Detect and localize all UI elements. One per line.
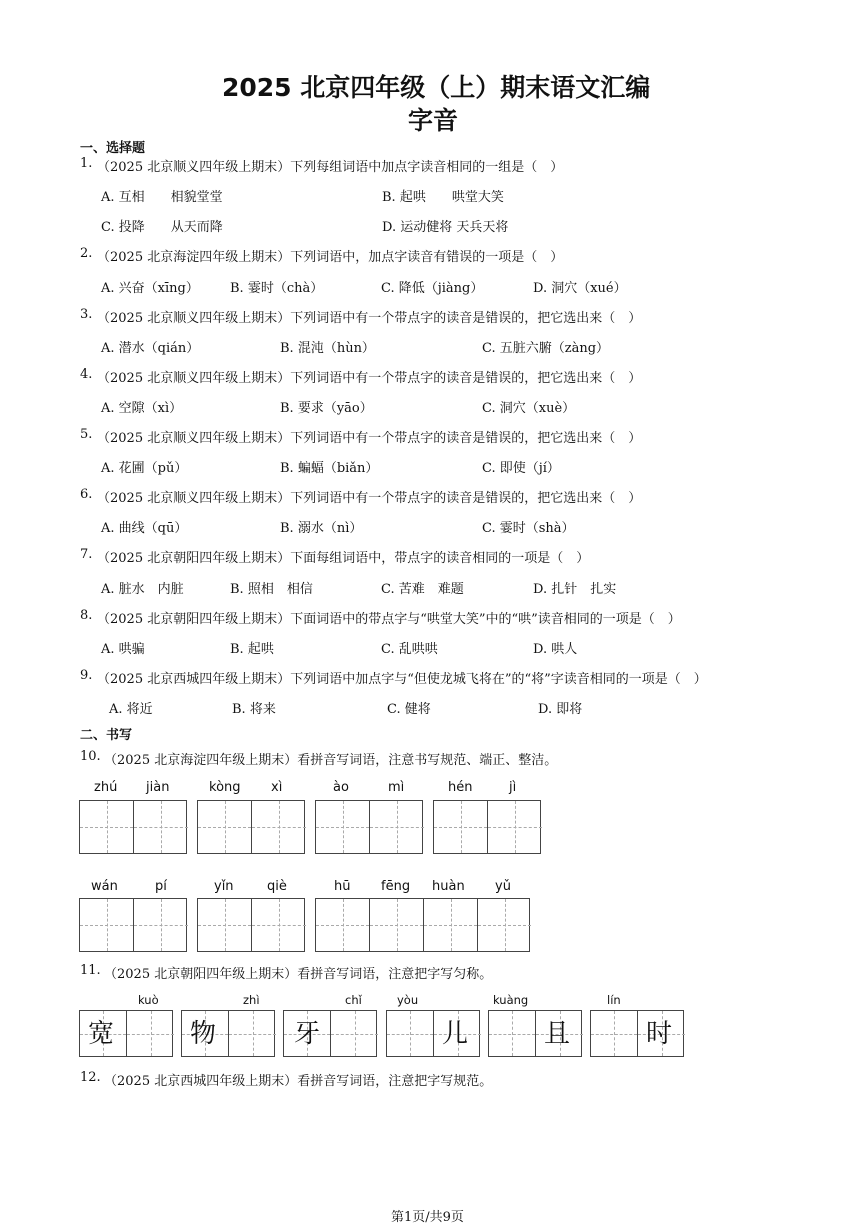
writing-grid[interactable] bbox=[315, 898, 530, 952]
pinyin-label: zhú bbox=[94, 780, 118, 795]
pinyin-label: mì bbox=[388, 780, 405, 795]
writing-cell[interactable] bbox=[134, 801, 188, 853]
pinyin-label: kuò bbox=[138, 993, 159, 1007]
given-character: 儿 bbox=[442, 1019, 469, 1049]
option-c[interactable]: C. 乱哄哄 bbox=[381, 642, 438, 657]
writing-cell[interactable] bbox=[370, 801, 424, 853]
pinyin-label: jiàn bbox=[146, 780, 170, 795]
writing-cell[interactable] bbox=[252, 801, 306, 853]
writing-grid[interactable] bbox=[79, 1010, 173, 1057]
option-a[interactable]: A. 互相 相貌堂堂 bbox=[101, 190, 223, 205]
pinyin-label: hén bbox=[448, 780, 473, 795]
writing-cell[interactable] bbox=[127, 1011, 174, 1056]
given-character: 牙 bbox=[294, 1019, 321, 1049]
question-number: 12. bbox=[80, 1070, 101, 1085]
page-subtitle: 字音 bbox=[408, 106, 459, 135]
writing-grid[interactable] bbox=[488, 1010, 582, 1057]
given-character: 且 bbox=[544, 1019, 571, 1049]
writing-grid[interactable] bbox=[79, 898, 187, 952]
option-a[interactable]: A. 将近 bbox=[109, 702, 153, 717]
option-a[interactable]: A. 脏水 内脏 bbox=[101, 582, 184, 597]
question-number: 9. bbox=[80, 668, 93, 683]
question-text: （2025 北京朝阳四年级上期末）看拼音写词语，注意把字写匀称。 bbox=[104, 967, 493, 982]
writing-cell[interactable] bbox=[434, 801, 488, 853]
section-heading-choice: 一、选择题 bbox=[80, 141, 146, 156]
question-number: 3. bbox=[80, 307, 93, 322]
option-c[interactable]: C. 洞穴（xuè） bbox=[482, 401, 576, 416]
writing-grid[interactable] bbox=[315, 800, 423, 854]
pinyin-label: huàn bbox=[432, 879, 465, 894]
given-character: 时 bbox=[646, 1019, 673, 1049]
question-text: （2025 北京顺义四年级上期末）下列词语中有一个带点字的读音是错误的，把它选出来（ ） bbox=[97, 311, 642, 326]
writing-cell bbox=[638, 1011, 685, 1056]
question-number: 5. bbox=[80, 427, 93, 442]
writing-cell[interactable] bbox=[316, 801, 370, 853]
pinyin-label: fēng bbox=[381, 879, 411, 894]
question-text: （2025 北京朝阳四年级上期末）下面词语中的带点字与“哄堂大笑”中的“哄”读音相同的一项是（ ） bbox=[97, 612, 681, 627]
writing-cell bbox=[284, 1011, 331, 1056]
question-number: 7. bbox=[80, 547, 93, 562]
writing-cell[interactable] bbox=[198, 801, 252, 853]
writing-cell[interactable] bbox=[387, 1011, 434, 1056]
option-b[interactable]: B. 照相 相信 bbox=[230, 582, 313, 597]
option-b[interactable]: B. 起哄 bbox=[230, 642, 274, 657]
writing-grid[interactable] bbox=[197, 898, 305, 952]
option-a[interactable]: A. 空隙（xì） bbox=[101, 401, 183, 416]
question-number: 11. bbox=[80, 963, 101, 978]
option-b[interactable]: B. 要求（yāo） bbox=[280, 401, 373, 416]
question-number: 4. bbox=[80, 367, 93, 382]
question-text: （2025 北京顺义四年级上期末）下列词语中有一个带点字的读音是错误的，把它选出来（ ） bbox=[97, 431, 642, 446]
writing-grid[interactable] bbox=[590, 1010, 684, 1057]
writing-grid[interactable] bbox=[181, 1010, 275, 1057]
writing-cell bbox=[434, 1011, 481, 1056]
option-a[interactable]: A. 潜水（qián） bbox=[101, 341, 200, 356]
question-number: 2. bbox=[80, 246, 93, 261]
pinyin-label: qiè bbox=[267, 879, 287, 894]
pinyin-label: yòu bbox=[397, 993, 419, 1007]
writing-cell[interactable] bbox=[316, 899, 370, 951]
writing-cell[interactable] bbox=[80, 801, 134, 853]
option-b[interactable]: B. 混沌（hùn） bbox=[280, 341, 375, 356]
pinyin-label: hū bbox=[334, 879, 351, 894]
writing-grid[interactable] bbox=[283, 1010, 377, 1057]
given-character: 宽 bbox=[88, 1019, 115, 1049]
option-b[interactable]: B. 蝙蝠（biǎn） bbox=[280, 461, 379, 476]
option-a[interactable]: A. 花圃（pǔ） bbox=[101, 461, 188, 476]
writing-cell[interactable] bbox=[478, 899, 531, 951]
question-text: （2025 北京顺义四年级上期末）下列词语中有一个带点字的读音是错误的，把它选出来（ ） bbox=[97, 491, 642, 506]
option-c[interactable]: C. 投降 从天而降 bbox=[101, 220, 223, 235]
option-c[interactable]: C. 即使（jí） bbox=[482, 461, 560, 476]
question-text: （2025 北京顺义四年级上期末）下列每组词语中加点字读音相同的一组是（ ） bbox=[97, 160, 564, 175]
option-d[interactable]: D. 扎针 扎实 bbox=[533, 582, 617, 597]
section-heading-writing: 二、书写 bbox=[80, 728, 133, 743]
option-b[interactable]: B. 霎时（chà） bbox=[230, 281, 324, 296]
question-text: （2025 北京海淀四年级上期末）看拼音写词语，注意书写规范、端正、整洁。 bbox=[104, 753, 558, 768]
option-d[interactable]: D. 运动健将 天兵天将 bbox=[382, 220, 509, 235]
writing-grid[interactable] bbox=[79, 800, 187, 854]
given-character: 物 bbox=[190, 1019, 217, 1049]
writing-cell[interactable] bbox=[591, 1011, 638, 1056]
writing-cell bbox=[182, 1011, 229, 1056]
writing-cell[interactable] bbox=[488, 801, 542, 853]
option-c[interactable]: C. 苦难 难题 bbox=[381, 582, 464, 597]
option-d[interactable]: D. 即将 bbox=[538, 702, 583, 717]
option-c[interactable]: C. 五脏六腑（zàng） bbox=[482, 341, 610, 356]
option-a[interactable]: A. 曲线（qū） bbox=[101, 521, 188, 536]
question-text: （2025 北京朝阳四年级上期末）下面每组词语中，带点字的读音相同的一项是（ ） bbox=[97, 551, 590, 566]
option-b[interactable]: B. 起哄 哄堂大笑 bbox=[382, 190, 504, 205]
page-footer: 第1页/共9页 bbox=[391, 1210, 464, 1225]
writing-cell[interactable] bbox=[489, 1011, 536, 1056]
pinyin-label: zhì bbox=[243, 993, 260, 1007]
pinyin-label: xì bbox=[271, 780, 283, 795]
writing-cell[interactable] bbox=[229, 1011, 276, 1056]
question-number: 10. bbox=[80, 749, 101, 764]
option-b[interactable]: B. 溺水（nì） bbox=[280, 521, 363, 536]
writing-cell[interactable] bbox=[424, 899, 478, 951]
pinyin-label: pí bbox=[155, 879, 167, 894]
pinyin-label: kuàng bbox=[493, 993, 529, 1007]
option-c[interactable]: C. 降低（jiàng） bbox=[381, 281, 484, 296]
question-text: （2025 北京西城四年级上期末）看拼音写词语，注意把字写规范。 bbox=[104, 1074, 493, 1089]
question-number: 6. bbox=[80, 487, 93, 502]
question-text: （2025 北京海淀四年级上期末）下列词语中，加点字读音有错误的一项是（ ） bbox=[97, 250, 564, 265]
pinyin-label: jì bbox=[509, 780, 517, 795]
question-number: 8. bbox=[80, 608, 93, 623]
pinyin-label: kòng bbox=[209, 780, 241, 795]
option-c[interactable]: C. 健将 bbox=[387, 702, 431, 717]
pinyin-label: yǔ bbox=[495, 879, 511, 894]
pinyin-label: yǐn bbox=[214, 879, 234, 894]
option-a[interactable]: A. 兴奋（xīng） bbox=[101, 281, 199, 296]
option-d[interactable]: D. 哄人 bbox=[533, 642, 578, 657]
writing-grid[interactable] bbox=[386, 1010, 480, 1057]
pinyin-label: chǐ bbox=[345, 993, 362, 1007]
pinyin-label: ào bbox=[333, 780, 349, 795]
writing-cell[interactable] bbox=[331, 1011, 378, 1056]
writing-cell[interactable] bbox=[80, 899, 134, 951]
pinyin-label: wán bbox=[91, 879, 118, 894]
option-c[interactable]: C. 霎时（shà） bbox=[482, 521, 575, 536]
pinyin-label: lín bbox=[607, 993, 621, 1007]
option-a[interactable]: A. 哄骗 bbox=[101, 642, 145, 657]
writing-cell bbox=[80, 1011, 127, 1056]
question-text: （2025 北京西城四年级上期末）下列词语中加点字与“但使龙城飞将在”的“将”字读音相同的一项是（ ） bbox=[97, 672, 707, 687]
question-text: （2025 北京顺义四年级上期末）下列词语中有一个带点字的读音是错误的，把它选出来（ ） bbox=[97, 371, 642, 386]
writing-cell bbox=[536, 1011, 583, 1056]
writing-cell[interactable] bbox=[198, 899, 252, 951]
writing-grid[interactable] bbox=[433, 800, 541, 854]
writing-cell[interactable] bbox=[134, 899, 188, 951]
writing-grid[interactable] bbox=[197, 800, 305, 854]
page-title: 2025 北京四年级（上）期末语文汇编 bbox=[222, 73, 651, 102]
question-number: 1. bbox=[80, 156, 93, 171]
writing-cell[interactable] bbox=[252, 899, 306, 951]
option-d[interactable]: D. 洞穴（xué） bbox=[533, 281, 627, 296]
option-b[interactable]: B. 将来 bbox=[232, 702, 276, 717]
writing-cell[interactable] bbox=[370, 899, 424, 951]
